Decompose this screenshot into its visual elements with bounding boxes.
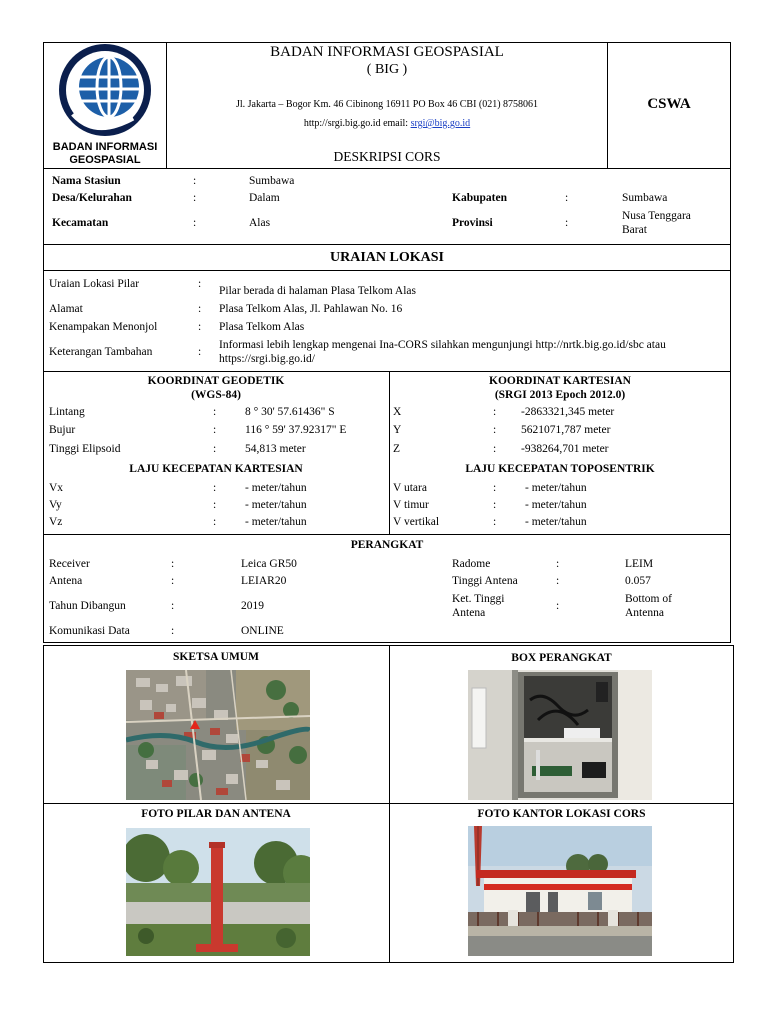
- uraian-lokasi-title: URAIAN LOKASI: [330, 250, 444, 265]
- colon: :: [213, 424, 217, 436]
- logo-text-2: GEOSPASIAL: [69, 154, 141, 166]
- vtimur-label: V timur: [393, 499, 429, 511]
- kecamatan-label: Kecamatan: [52, 217, 109, 229]
- keterangan-label: Keterangan Tambahan: [49, 346, 153, 358]
- keterangan-value-2: https://srgi.big.go.id/: [219, 353, 315, 365]
- ket-tinggi-label-1: Ket. Tinggi: [452, 593, 505, 605]
- colon: :: [213, 516, 217, 528]
- provinsi-value-2: Barat: [622, 224, 647, 236]
- colon: :: [171, 575, 175, 587]
- ket-tinggi-value-1: Bottom of: [625, 593, 672, 605]
- desa-label: Desa/Kelurahan: [52, 192, 132, 204]
- z-label: Z: [393, 443, 401, 455]
- lintang-label: Lintang: [49, 406, 85, 418]
- colon: :: [213, 482, 217, 494]
- colon: :: [493, 424, 497, 436]
- alamat-label: Alamat: [49, 303, 83, 315]
- x-value: -2863321,345 meter: [521, 406, 615, 418]
- web-email: [167, 118, 607, 129]
- foto-pilar-title: FOTO PILAR DAN ANTENA: [141, 808, 291, 820]
- y-label: Y: [393, 424, 402, 436]
- colon: :: [565, 192, 569, 204]
- box-perangkat-image: [468, 670, 652, 800]
- org-abbr: ( BIG ): [366, 62, 408, 77]
- colon: :: [565, 217, 569, 229]
- x-label: X: [393, 406, 402, 418]
- colon: :: [493, 516, 497, 528]
- z-value: -938264,701 meter: [521, 443, 609, 455]
- kabupaten-label: Kabupaten: [452, 192, 507, 204]
- tinggi-antena-label: Tinggi Antena: [452, 575, 518, 587]
- uraian-value: Pilar berada di halaman Plasa Telkom Alas: [219, 285, 416, 297]
- vx-value: - meter/tahun: [245, 482, 307, 494]
- vz-label: Vz: [49, 516, 63, 528]
- provinsi-label: Provinsi: [452, 217, 493, 229]
- colon: :: [198, 321, 202, 333]
- colon: :: [556, 600, 560, 612]
- vvertikal-value: - meter/tahun: [525, 516, 587, 528]
- laju-kartesian-title: LAJU KECEPATAN KARTESIAN: [129, 463, 303, 475]
- address: Jl. Jakarta – Bogor Km. 46 Cibinong 16911 PO Box 46 CBI (021) 8758061: [235, 99, 539, 110]
- vy-label: Vy: [49, 499, 62, 511]
- radome-label: Radome: [452, 558, 491, 570]
- kabupaten-value: Sumbawa: [622, 192, 668, 204]
- tahun-value: 2019: [241, 600, 264, 612]
- antena-value: LEIAR20: [241, 575, 287, 587]
- vutara-label: V utara: [393, 482, 427, 494]
- web-email-prefix: http://srgi.big.go.id email:: [303, 118, 411, 129]
- colon: :: [213, 406, 217, 418]
- geodetik-sub: (WGS-84): [191, 389, 241, 401]
- email-link[interactable]: srgi@big.go.id: [410, 118, 471, 129]
- colon: :: [171, 625, 175, 637]
- globe-icon: [55, 44, 155, 140]
- pilar-antena-image: [126, 828, 310, 956]
- colon: :: [493, 406, 497, 418]
- vutara-value: - meter/tahun: [525, 482, 587, 494]
- box-perangkat-title: BOX PERANGKAT: [511, 652, 612, 664]
- lintang-value: 8 ° 30' 57.61436" S: [245, 406, 335, 418]
- tinggi-elipsoid-value: 54,813 meter: [245, 443, 306, 455]
- nama-stasiun-label: Nama Stasiun: [52, 175, 121, 187]
- kartesian-sub: (SRGI 2013 Epoch 2012.0): [494, 389, 626, 401]
- antena-label: Antena: [49, 575, 83, 587]
- colon: :: [193, 175, 197, 187]
- y-value: 5621071,787 meter: [521, 424, 611, 436]
- kenampakan-value: Plasa Telkom Alas: [219, 321, 305, 333]
- colon: :: [198, 303, 202, 315]
- keterangan-value-1: Informasi lebih lengkap mengenai Ina-CORS silahkan mengunjungi http://nrtk.big.go.id/sbc atau: [219, 339, 666, 351]
- radome-value: LEIM: [625, 558, 654, 570]
- kenampakan-label: Kenampakan Menonjol: [49, 321, 158, 333]
- nama-stasiun-value: Sumbawa: [249, 175, 295, 187]
- sketsa-title: SKETSA UMUM: [173, 651, 259, 663]
- uraian-label: Uraian Lokasi Pilar: [49, 278, 140, 290]
- receiver-label: Receiver: [49, 558, 90, 570]
- bujur-label: Bujur: [49, 424, 76, 436]
- kantor-lokasi-image: [468, 826, 652, 956]
- colon: :: [198, 346, 202, 358]
- colon: :: [493, 499, 497, 511]
- bujur-value: 116 ° 59' 37.92317" E: [245, 424, 347, 436]
- colon: :: [198, 278, 202, 290]
- sketsa-map-image: [126, 670, 310, 800]
- tinggi-elipsoid-label: Tinggi Elipsoid: [49, 443, 121, 455]
- vvertikal-label: V vertikal: [393, 516, 440, 528]
- vz-value: - meter/tahun: [245, 516, 307, 528]
- komunikasi-label: Komunikasi Data: [49, 625, 130, 637]
- alamat-value: Plasa Telkom Alas, Jl. Pahlawan No. 16: [219, 303, 403, 315]
- tahun-label: Tahun Dibangun: [49, 600, 126, 612]
- colon: :: [171, 600, 175, 612]
- provinsi-value-1: Nusa Tenggara: [622, 210, 691, 222]
- doc-title: DESKRIPSI CORS: [333, 149, 441, 164]
- perangkat-title: PERANGKAT: [350, 539, 424, 551]
- logo-text-1: BADAN INFORMASI: [52, 141, 158, 153]
- vy-value: - meter/tahun: [245, 499, 307, 511]
- desa-value: Dalam: [249, 192, 280, 204]
- foto-kantor-title: FOTO KANTOR LOKASI CORS: [477, 808, 646, 820]
- colon: :: [193, 192, 197, 204]
- tinggi-antena-value: 0.057: [625, 575, 651, 587]
- receiver-value: Leica GR50: [241, 558, 297, 570]
- colon: :: [193, 217, 197, 229]
- station-code: CSWA: [647, 96, 691, 112]
- org-name: BADAN INFORMASI GEOSPASIAL: [270, 44, 504, 60]
- laju-toposentrik-title: LAJU KECEPATAN TOPOSENTRIK: [465, 463, 655, 475]
- kecamatan-value: Alas: [249, 217, 271, 229]
- vtimur-value: - meter/tahun: [525, 499, 587, 511]
- colon: :: [213, 499, 217, 511]
- colon: :: [171, 558, 175, 570]
- colon: :: [556, 558, 560, 570]
- colon: :: [493, 443, 497, 455]
- geodetik-title: KOORDINAT GEODETIK: [147, 375, 285, 387]
- ket-tinggi-value-2: Antenna: [625, 607, 664, 619]
- colon: :: [213, 443, 217, 455]
- ket-tinggi-label-2: Antena: [452, 607, 486, 619]
- colon: :: [493, 482, 497, 494]
- colon: :: [556, 575, 560, 587]
- vx-label: Vx: [49, 482, 64, 494]
- big-logo: [55, 44, 155, 140]
- kartesian-title: KOORDINAT KARTESIAN: [489, 375, 631, 387]
- komunikasi-value: ONLINE: [241, 625, 284, 637]
